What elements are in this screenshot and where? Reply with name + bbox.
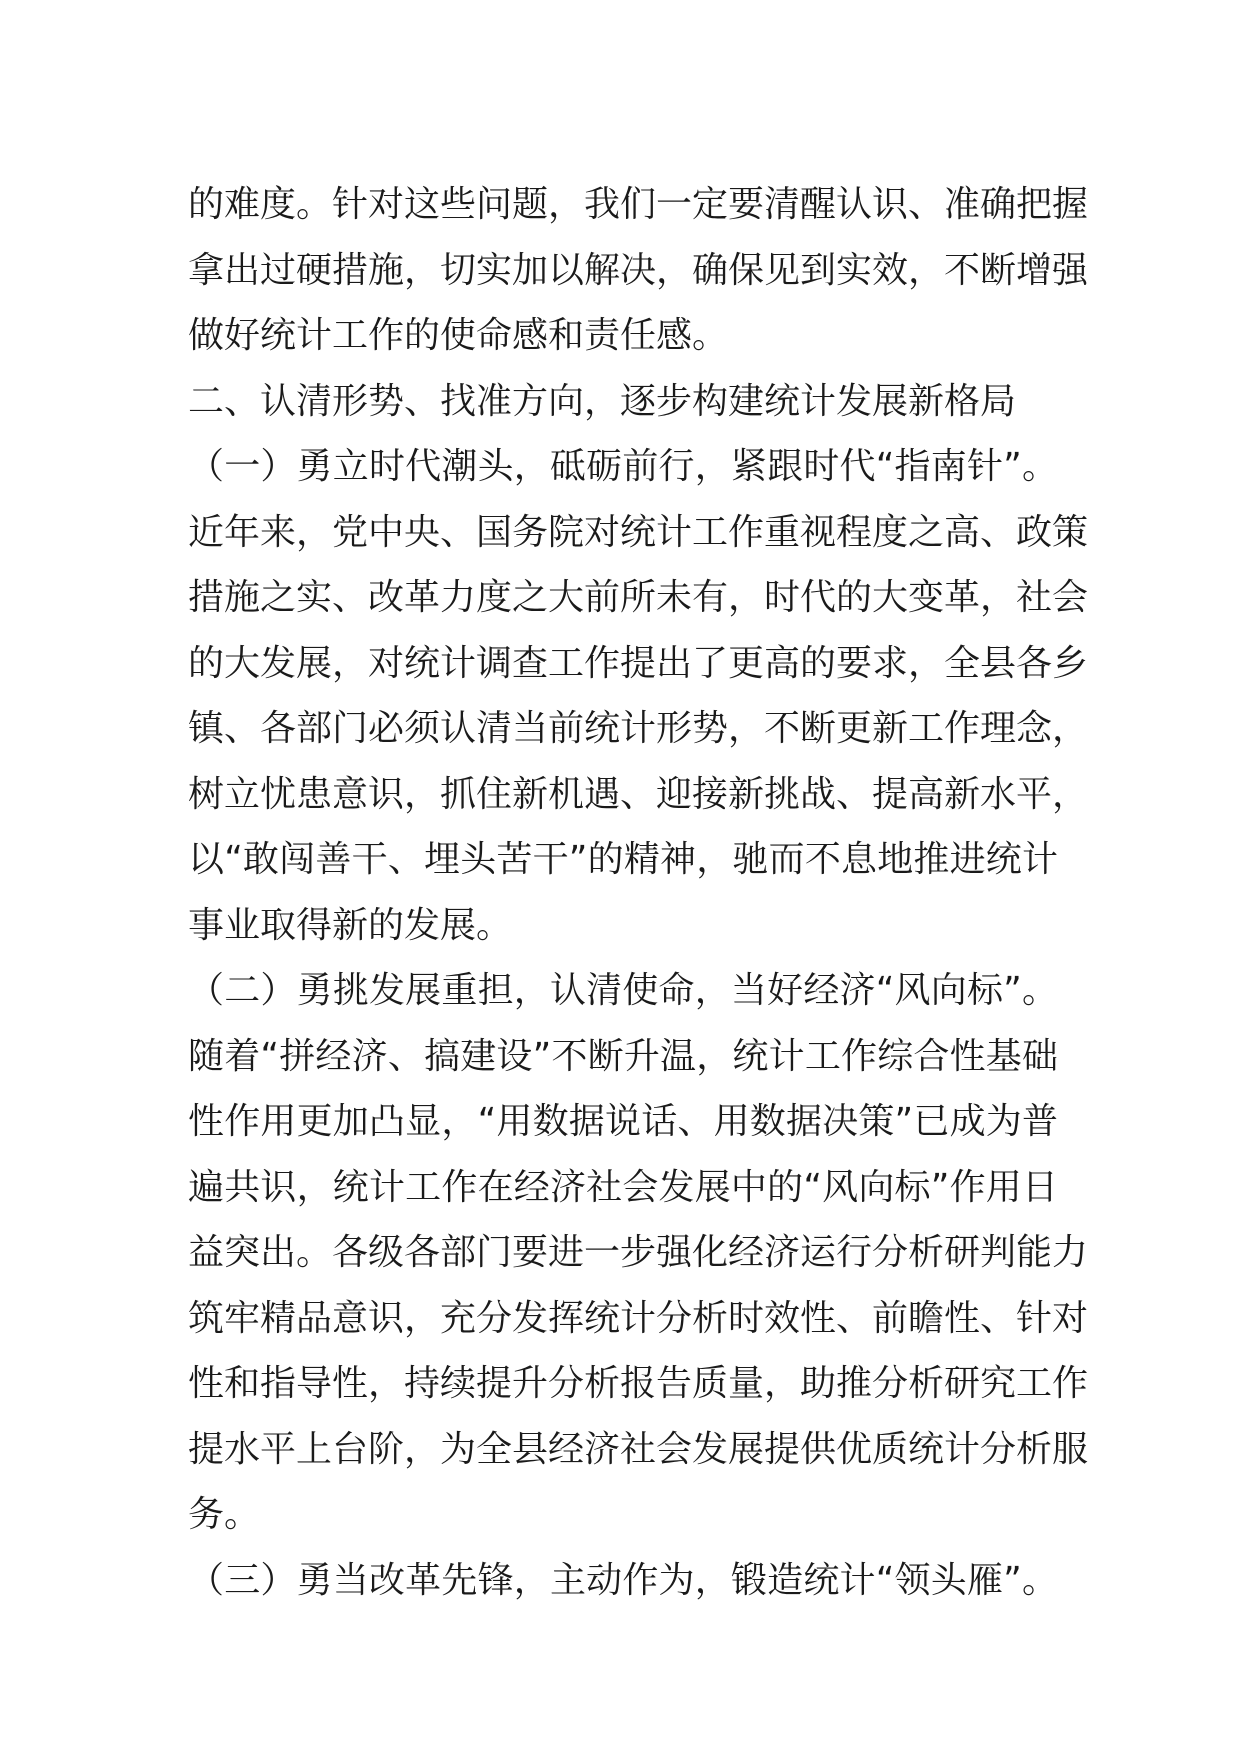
text-line: （二）勇挑发展重担，认清使命，当好经济“风向标”。: [188, 970, 1058, 1011]
text-line: 提水平上台阶，为全县经济社会发展提供优质统计分析服: [188, 1428, 1089, 1470]
text-line: 遍共识，统计工作在经济社会发展中的“风向标”作用日: [188, 1166, 1058, 1208]
text-line: 的难度。针对这些问题，我们一定要清醒认识、准确把握: [188, 184, 1089, 225]
text-line: （一）勇立时代潮头，砥砺前行，紧跟时代“指南针”。: [188, 446, 1058, 487]
text-line: 性作用更加凸显，“用数据说话、用数据决策”已成为普: [188, 1101, 1058, 1142]
text-line: 益突出。各级各部门要进一步强化经济运行分析研判能力: [188, 1232, 1089, 1273]
text-line: 以“敢闯善干、埋头苦干”的精神，驰而不息地推进统计: [188, 839, 1058, 880]
text-line: （三）勇当改革先锋，主动作为，锻造统计“领头雁”。: [188, 1559, 1058, 1601]
text-line: 做好统计工作的使命感和责任感。: [188, 315, 729, 356]
text-line: 的大发展，对统计调查工作提出了更高的要求，全县各乡: [188, 642, 1089, 684]
text-line: 筑牢精品意识，充分发挥统计分析时效性、前瞻性、针对: [188, 1297, 1089, 1339]
text-line: 拿出过硬措施，切实加以解决，确保见到实效，不断增强: [188, 249, 1089, 291]
document-body: [188, 172, 1089, 1613]
text-line: 树立忧患意识，抓住新机遇、迎接新挑战、提高新水平，: [188, 773, 1089, 815]
text-line: 二、认清形势、找准方向，逐步构建统计发展新格局: [188, 380, 1017, 422]
text-line: 镇、各部门必须认清当前统计形势，不断更新工作理念，: [188, 708, 1089, 749]
text-line: 措施之实、改革力度之大前所未有，时代的大变革，社会: [188, 577, 1089, 618]
text-line: 随着“拼经济、搞建设”不断升温，统计工作综合性基础: [188, 1035, 1058, 1077]
text-line: 事业取得新的发展。: [188, 904, 513, 946]
text-line: 性和指导性，持续提升分析报告质量，助推分析研究工作: [188, 1363, 1089, 1404]
text-line: 近年来，党中央、国务院对统计工作重视程度之高、政策: [188, 511, 1089, 553]
text-line: 务。: [188, 1494, 261, 1535]
